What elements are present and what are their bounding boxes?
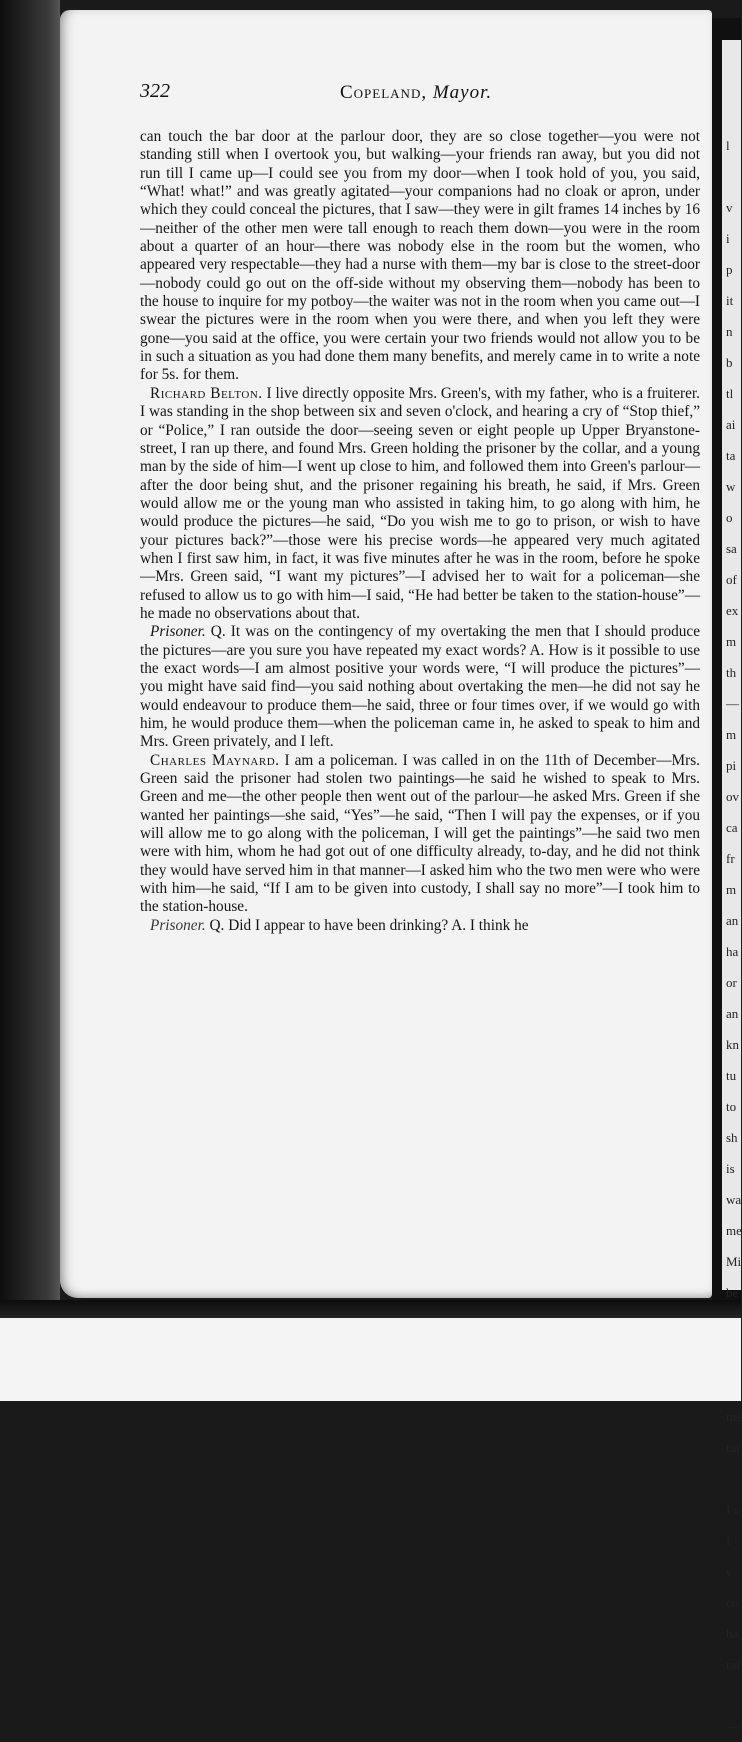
speaker-name: Richard Belton. — [150, 384, 263, 402]
running-title-name: Copeland, — [340, 82, 428, 103]
paragraph-testimony — [140, 752, 700, 917]
facing-page-fragment: l v i p it n b tl ai ta w o sa of ex m th — m pi ov ca fr m an ha or an kn tu to sh is wa me Mi be me tui I s I v cu ha rai — — [726, 138, 742, 1734]
facing-page-edge — [722, 40, 742, 1734]
page-header — [140, 80, 700, 108]
paragraph-text: Q. Did I appear to have been drinking? A. I think he — [209, 916, 529, 934]
paragraph-testimony — [140, 385, 700, 623]
running-title — [340, 82, 492, 104]
paragraph-text: I am a policeman. I was called in on the 11th of December—Mrs. Green said the prisoner had stolen two paintings—he said he wished to speak to Mrs. Green and me—the other people then went out of the parlour—he asked Mrs. Green if she wanted her paintings—she said, “Yes”—he said, “Then I will pay the expenses, or if you will allow me to go along with the policeman, I will get the paintings”—he said two men were with him, whom he had got out of one difficulty already, to-day, and he did not think they would have served him in that manner—I asked him who the two men were who were with him—he said, “If I am to be given into custody, I shall say no more”—I took him to the station-house. — [140, 751, 700, 916]
book-spine — [0, 0, 60, 1330]
paragraph-text: Q. It was on the contingency of my overtaking the men that I should produce the pictures—are you sure you have repeated my exact words? A. How is it possible to use the exact words—I am almost positive your words were, “I will produce the pictures”—you might have said find—you said nothing about overtaking the men—he did not say he would endeavour to produce them—he said, three or four times over, if we would go with him, he would produce them—when the policeman came in, he asked to speak to him and Mrs. Green privately, and I left. — [140, 623, 700, 751]
paragraph-cross-examination — [140, 917, 700, 935]
paragraph-text: I live directly opposite Mrs. Green's, with my father, who is a fruiterer. I was standing in the shop between six and seven o'clock, and hearing a cry of “Stop thief,” or “Police,” I ran outside the door—seeing seven or eight people up Upper Bryanstone-street, I ran up there, and found Mrs. Green holding the prisoner by the collar, and a young man by the side of him—I went up close to him, and followed them into Green's parlour—after the door being shut, and the prisoner regaining his breath, he said, if Mrs. Green would allow me or the young man who assisted in taking him, to go along with him, he would produce the pictures—he said, “Do you wish me to go to prison, or wish to have your pictures back?”—those were his precise words—he appeared very much agitated when I first saw him, in fact, it was five minutes after he was in the room, before he spoke—Mrs. Green said, “I want my pictures”—I advised her to wait for a policeman—she refused to allow us to go with him—I said, “He had better be taken to the station-house”—he made no observations about that. — [140, 384, 700, 622]
running-title-office: Mayor. — [432, 82, 493, 103]
speaker-name: Charles Maynard. — [150, 751, 280, 769]
paragraph-cross-examination — [140, 623, 700, 751]
page-number: 322 — [140, 80, 170, 102]
page-body — [140, 128, 700, 935]
scanner-background — [0, 1318, 741, 1401]
speaker-name: Prisoner. — [150, 623, 206, 641]
paragraph-text: can touch the bar door at the parlour door, they are so close together—you were not standing still when I overtook you, but walking—your friends ran away, but you did not run till I came up—I could see you from my door—when I took hold of you, you said, “What! what!” and was greatly agitated—your companions had no cloak or apron, under which they could conceal the pictures, that I saw—they were in gilt frames 14 inches by 16—neither of the other men were tall enough to reach them down—you were in the room about a quarter of an hour—there was nobody else in the room but the women, who appeared very respectable—they had a nurse with them—my bar is close to the street-door—nobody could go out on the off-side without my observing them—nobody has been to the house to inquire for my potboy—the waiter was not in the room when you came out—I swear the pictures were in the room when you were there, and when you left they were gone—you said at the office, you were certain your two friends would not allow you to be in such a situation as you had done them many benefits, and merely came in to write a note for 5s. for them. — [140, 128, 700, 384]
paragraph-continuation — [140, 128, 700, 385]
speaker-name: Prisoner. — [150, 916, 206, 934]
